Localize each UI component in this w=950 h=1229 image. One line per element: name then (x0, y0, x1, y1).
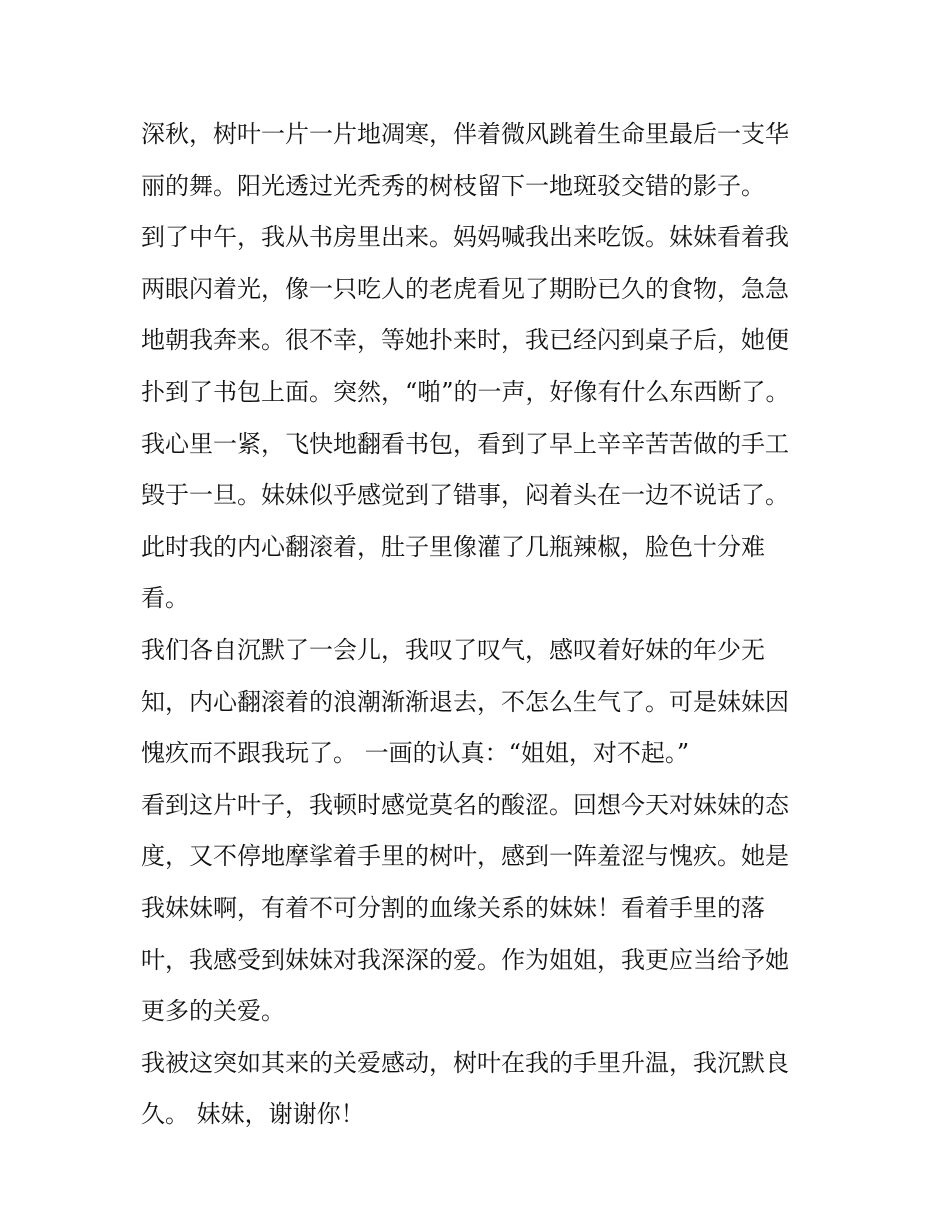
text-line: 两眼闪着光，像一只吃人的老虎看见了期盼已久的食物，急急 (141, 274, 789, 303)
text-line: 到了中午，我从书房里出来。妈妈喊我出来吃饭。妹妹看着我 (141, 223, 789, 252)
text-line: 我心里一紧，飞快地翻看书包，看到了早上辛辛苦苦做的手工 (141, 429, 789, 458)
text-line: 度，又不停地摩挲着手里的树叶，感到一阵羞涩与愧疚。她是 (141, 842, 789, 871)
text-line: 更多的关爱。 (141, 997, 285, 1026)
essay-body (141, 109, 821, 1141)
text-line: 我妹妹啊，有着不可分割的血缘关系的妹妹！看着手里的落 (141, 893, 765, 922)
text-line: 愧疚而不跟我玩了。 一画的认真：“姐姐，对不起。” (141, 739, 690, 768)
text-line: 深秋，树叶一片一片地凋寒，伴着微风跳着生命里最后一支华 (141, 120, 789, 148)
text-line: 此时我的内心翻滚着，肚子里像灌了几瓶辣椒，脸色十分难 (141, 532, 765, 561)
text-line: 知，内心翻滚着的浪潮渐渐退去，不怎么生气了。可是妹妹因 (141, 687, 789, 716)
text-line: 我被这突如其来的关爱感动，树叶在我的手里升温，我沉默良 (141, 1048, 789, 1077)
text-line: 久。 妹妹，谢谢你！ (141, 1100, 365, 1129)
text-line: 看到这片叶子，我顿时感觉莫名的酸涩。回想今天对妹妹的态 (141, 790, 789, 819)
text-line: 叶，我感受到妹妹对我深深的爱。作为姐姐，我更应当给予她 (141, 945, 789, 974)
text-line: 看。 (141, 584, 189, 613)
text-line: 地朝我奔来。很不幸，等她扑来时，我已经闪到桌子后，她便 (141, 326, 789, 355)
text-line: 丽的舞。阳光透过光秃秀的树枝留下一地斑驳交错的影子。 (141, 171, 765, 200)
text-line: 扑到了书包上面。突然，“啪”的一声，好像有什么东西断了。 (141, 377, 790, 406)
text-line: 毁于一旦。妹妹似乎感觉到了错事，闷着头在一边不说话了。 (141, 481, 789, 510)
text-line: 我们各自沉默了一会儿，我叹了叹气，感叹着好妹的年少无 (141, 635, 765, 664)
